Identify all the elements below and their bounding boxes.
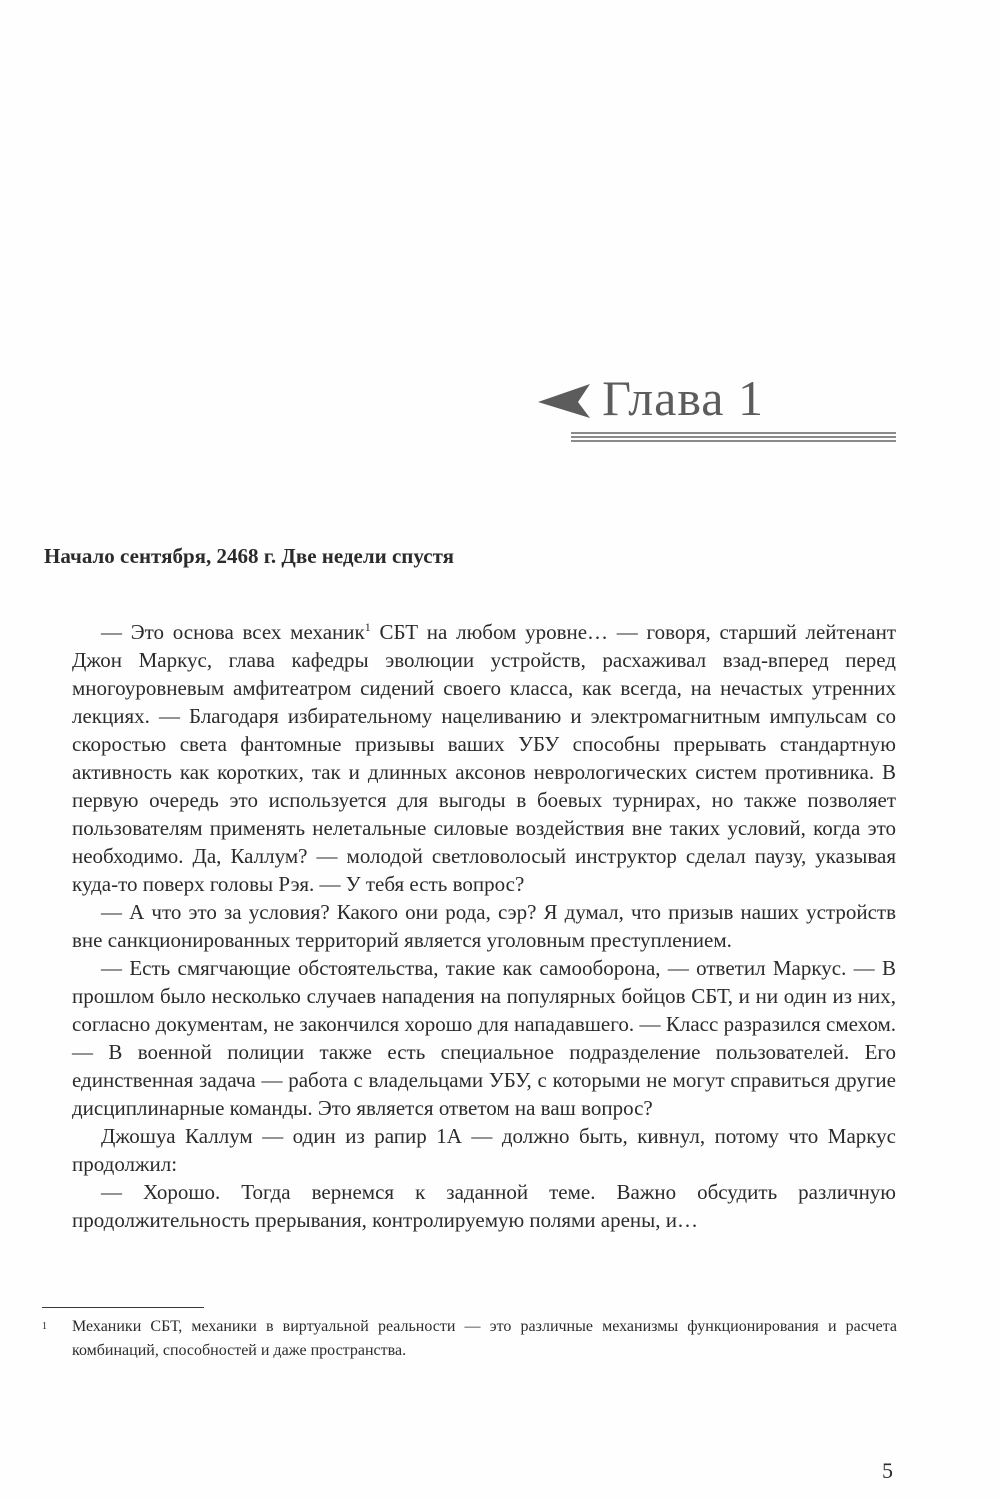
footnote-reference: 1 [364, 620, 371, 634]
paragraph-text: СБТ на любом уровне… — говоря, старший лейтенант Джон Маркус, глава кафедры эволюции устройств, расхаживал взад-вперед перед многоуровневым амфитеатром сидений своего класса, как всегда, на нечастых утренних лекциях. — Благодаря избирательному нацеливанию и электромагнитным импульсам со скоростью света фантомные призывы ваших УБУ способны прерывать стандартную активность как коротких, так и длинных аксонов неврологических систем противника. В первую очередь это используется для выгоды в боевых турнирах, но также позволяет пользователям применять нелетальные силовые воздействия вне таких условий, когда это необходимо. Да, Каллум? — молодой светловолосый инструктор сделал паузу, указывая куда-то поверх головы Рэя. — У тебя есть вопрос? [72, 620, 896, 896]
page-number: 5 [882, 1458, 893, 1483]
paragraph [72, 618, 896, 898]
footnote-mark: 1 [42, 1321, 47, 1332]
footnote-text: Механики СБТ, механики в виртуальной реальности — это различные механизмы функционирования и расчета комбинаций, способностей и даже пространства. [72, 1318, 897, 1359]
paragraph-text: — Это основа всех механик [101, 620, 365, 644]
paragraph: Джошуа Каллум — один из рапир 1А — должно быть, кивнул, потому что Маркус продолжил: [72, 1124, 896, 1176]
dateline: Начало сентября, 2468 г. Две недели спустя [44, 544, 454, 568]
chapter-arrow-icon [538, 380, 590, 420]
chapter-heading [538, 368, 764, 428]
footnote-divider [42, 1307, 204, 1308]
chapter-title: Глава 1 [602, 370, 764, 426]
chapter-body [72, 618, 896, 1234]
chapter-divider [571, 432, 896, 444]
paragraph: — Хорошо. Тогда вернемся к заданной теме. Важно обсудить различную продолжительность прерывания, контролируемую полями арены, и… [72, 1180, 896, 1232]
footnote [42, 1315, 897, 1363]
paragraph: — А что это за условия? Какого они рода, сэр? Я думал, что призыв наших устройств вне санкционированных территорий является уголовным преступлением. [72, 900, 896, 952]
paragraph: — Есть смягчающие обстоятельства, такие как самооборона, — ответил Маркус. — В прошлом было несколько случаев нападения на популярных бойцов СБТ, и ни один из них, согласно документам, не закончился хорошо для нападавшего. — Класс разразился смехом. — В военной полиции также есть специальное подразделение пользователей. Его единственная задача — работа с владельцами УБУ, с которыми не могут справиться другие дисциплинарные команды. Это является ответом на ваш вопрос? [72, 956, 896, 1120]
